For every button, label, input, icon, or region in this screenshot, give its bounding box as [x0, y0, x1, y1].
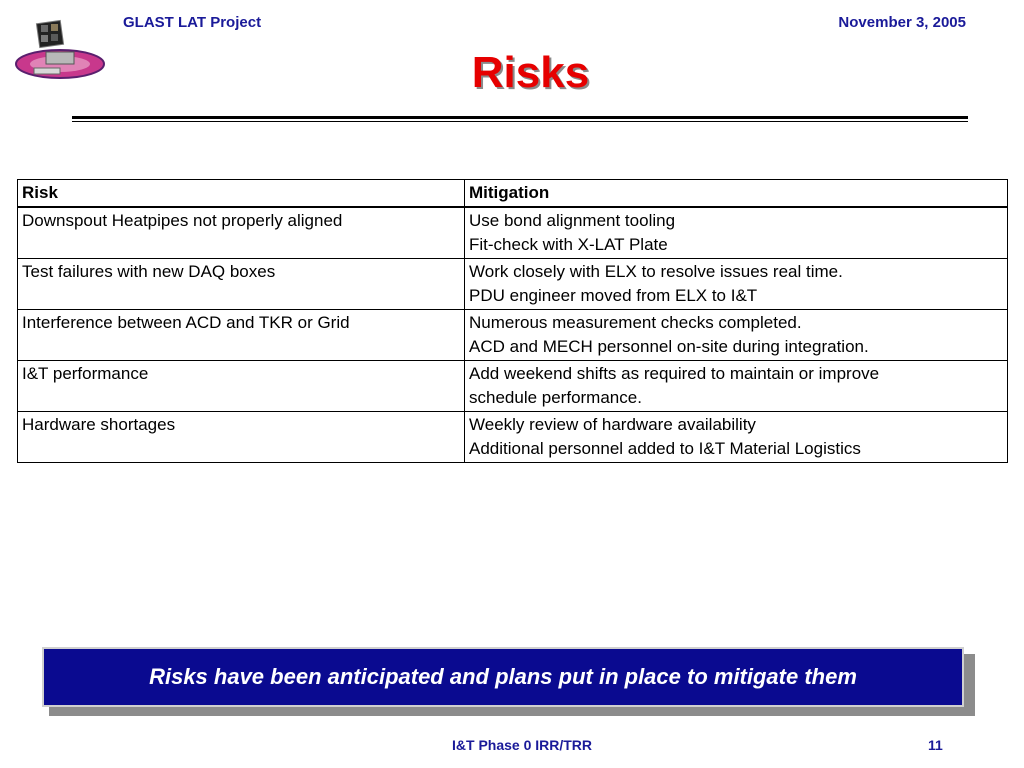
mitigation-line: Additional personnel added to I&T Material Logistics [469, 439, 861, 458]
mitigation-line: PDU engineer moved from ELX to I&T [469, 286, 758, 305]
title-divider-thin [72, 121, 968, 122]
mitigation-cell [465, 310, 1008, 361]
mitigation-line: Add weekend shifts as required to maintain or improve [469, 364, 880, 383]
risks-table [17, 179, 1008, 463]
mitigation-line: Work closely with ELX to resolve issues real time. [469, 262, 843, 281]
mitigation-line: Use bond alignment tooling [469, 211, 676, 230]
mitigation-cell [465, 259, 1008, 310]
table-row [18, 412, 1008, 463]
table-header-row [18, 180, 1008, 208]
column-header-risk: Risk [18, 180, 465, 208]
table-row [18, 310, 1008, 361]
mitigation-cell [465, 207, 1008, 259]
table-row [18, 207, 1008, 259]
mitigation-line: Numerous measurement checks completed. [469, 313, 802, 332]
risk-cell: Downspout Heatpipes not properly aligned [18, 207, 465, 259]
mitigation-cell [465, 412, 1008, 463]
mitigation-line: Fit-check with X-LAT Plate [469, 235, 668, 254]
summary-banner-text: Risks have been anticipated and plans put in place to mitigate them [149, 664, 857, 689]
table-row [18, 361, 1008, 412]
risk-cell: Hardware shortages [18, 412, 465, 463]
risk-cell: Test failures with new DAQ boxes [18, 259, 465, 310]
column-header-mitigation: Mitigation [465, 180, 1008, 208]
header-date: November 3, 2005 [838, 14, 966, 31]
page-number: 11 [928, 737, 943, 753]
project-name: GLAST LAT Project [123, 14, 262, 31]
slide-title: Risks [471, 48, 590, 97]
mitigation-cell [465, 361, 1008, 412]
mitigation-line: schedule performance. [469, 388, 642, 407]
summary-banner [42, 647, 964, 707]
mitigation-line: Weekly review of hardware availability [469, 415, 756, 434]
risk-cell: I&T performance [18, 361, 465, 412]
footer-title: I&T Phase 0 IRR/TRR [452, 737, 593, 753]
risk-cell: Interference between ACD and TKR or Grid [18, 310, 465, 361]
title-divider [72, 116, 968, 119]
mitigation-line: ACD and MECH personnel on-site during integration. [469, 337, 869, 356]
table-row [18, 259, 1008, 310]
